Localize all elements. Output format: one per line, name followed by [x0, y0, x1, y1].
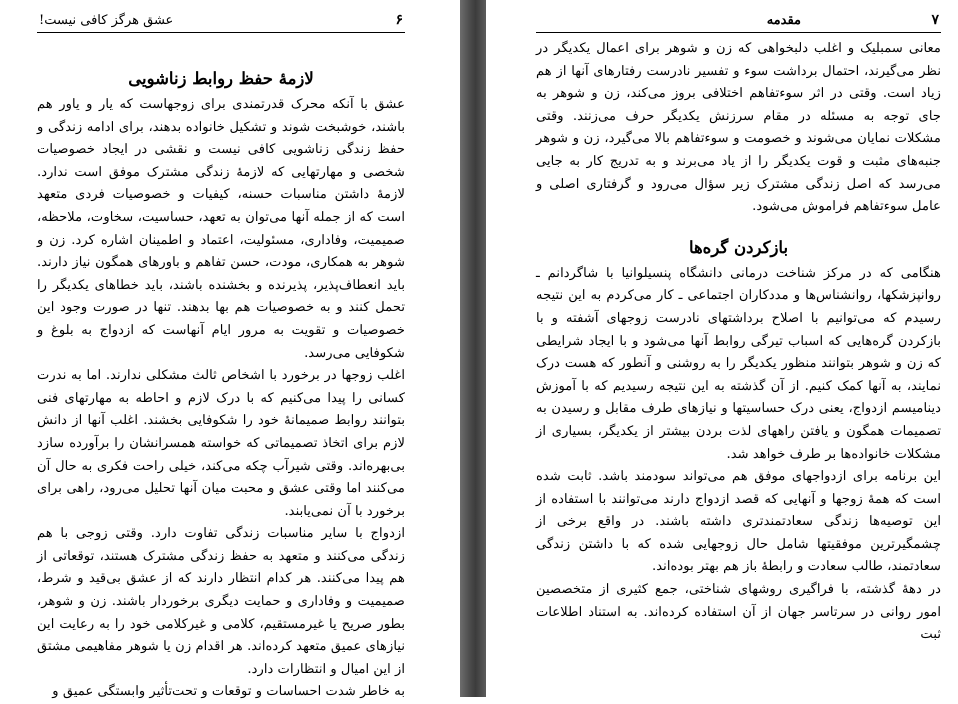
right-page: [487, 0, 958, 697]
left-running-title: عشق هرگز کافی نیست!: [39, 13, 174, 28]
left-page-body: [37, 94, 405, 704]
right-running-title: مقدمه: [766, 13, 801, 28]
right-paragraph-2: این برنامه برای ازدواجهای موفق هم می‌تواند سودمند باشد. ثابت شده است که همهٔ زوجها و آنهایی که قصد ازدواج دارند می‌توانند با استفاده از این توصیه‌ها زندگی سعادتمندتری داشته باشند. در واقع برخی از چشمگیرترین موفقیتها شامل حال زوجهایی شده که با داشتن زندگی سعادتمند، طالب سعادت و رابطهٔ باز هم بهتر بوده‌اند.: [536, 469, 941, 575]
left-paragraph-4: به خاطر شدت احساسات و توقعات و تحت‌تأثیر وابستگی عمیق و: [52, 684, 405, 700]
right-page-number: ۷: [931, 12, 939, 28]
right-page-body: [536, 38, 941, 647]
left-page-number: ۶: [395, 12, 403, 28]
left-page-header: [37, 12, 405, 33]
right-paragraph-3: در دههٔ گذشته، با فراگیری روشهای شناختی، جمع کثیری از متخصصین امور روانی در سرتاسر جهان از آن استفاده کرده‌اند. به استناد اطلاعات ثبت: [536, 582, 941, 643]
right-section-heading: بازکردن گره‌ها: [688, 237, 789, 257]
right-paragraph-1: هنگامی که در مرکز شناخت درمانی دانشگاه پنسیلوانیا با شاگردانم ـ روانپزشکها، روانشناس‌ها و مددکاران اجتماعی ـ کار می‌کردم به این نتیجه رسیدم که می‌توانیم با اصلاح برداشتهای نادرست زوجهای آشفته و با بازکردن گره‌هایی که اسباب تیرگی روابط آنها می‌شود و با ایجاد شرایطی که زن و شوهر بتوانند منظور یکدیگر را به روشنی و آنطور که هست درک نمایند، به آنها کمک کنیم. از آن گذشته به این نتیجه رسیدیم که با آموزش دینامیسم ازدواج، یعنی درک حساسیتها و نیازهای طرف مقابل و رسیدن به تصمیمات همگون و یافتن راههای لذت بردن بیشتر از یکدیگر، بسیاری از مشکلات خانواده‌ها بر طرف خواهد شد.: [536, 265, 941, 462]
left-section-heading: لازمهٔ حفظ روابط زناشویی: [128, 69, 314, 88]
left-page: [0, 0, 458, 700]
right-page-header: [536, 12, 941, 33]
book-spine-divider: [460, 0, 486, 697]
right-paragraph-top: معانی سمبلیک و اغلب دلبخواهی که زن و شوهر برای اعمال یکدیگر در نظر می‌گیرند، احتمال برداشت سوء و تفسیر نادرست رفتارهای آنها از هم زیاد است. وقتی در اثر سوءتفاهم اختلافی بروز می‌کند، زن و شوهر به جای توجه به مسئله در مقام سرزنش یکدیگر حرف می‌زنند. وقتی مشکلات نمایان می‌شوند و خصومت و سوءتفاهم بالا می‌گیرد، زن و شوهر جنبه‌های مثبت و قوت یکدیگر را از یاد می‌برند و به تدریج کار به جایی می‌رسد که اصل زندگی مشترک زیر سؤال می‌رود و گرفتاری اصلی و عامل سوءتفاهم فراموش می‌شود.: [536, 41, 941, 215]
left-paragraph-1: عشق با آنکه محرک قدرتمندی برای زوجهاست که یار و یاور هم باشند، خوشبخت شوند و تشکیل خانواده بدهند، برای ادامه زندگی و حفظ زندگی زناشویی کافی نیست و نقشی در ایجاد خصوصیات شخصی و مهارتهایی که لازمهٔ زندگی مشترک موفق است ندارد. لازمهٔ داشتن مناسبات حسنه، کیفیات و خصوصیات فردی متعهد است که از جمله آنها می‌توان به تعهد، حساسیت، سخاوت، ملاحظه، صمیمیت، وفاداری، مسئولیت، اعتماد و اطمینان اشاره کرد. زن و شوهر به همکاری، مودت، حسن تفاهم و باورهای همگون نیاز دارند. باید انعطاف‌پذیر، پذیرنده و بخشنده باشند، باید خطاهای یکدیگر را تحمل کنند و به خصوصیات هم بها بدهند. تنها در صورت وجود این خصوصیات و تقویت به مرور ایام آنهاست که ازدواج به بلوغ و شکوفایی می‌رسد.: [37, 97, 405, 361]
left-paragraph-2: اغلب زوجها در برخورد با اشخاص ثالث مشکلی ندارند. اما به ندرت کسانی را پیدا می‌کنیم که با درک لازم و احاطه به مهارتهای فنی بتوانند روابط صمیمانهٔ خود را شکوفایی بخشند. اغلب آنها از دانش لازم برای اتخاذ تصمیماتی که خواسته همسرانشان را برآورده سازد بی‌بهره‌اند. وقتی شیرآب چکه می‌کند، خیلی راحت فکری به حال آن می‌کنند اما وقتی عشق و محبت میان آنها تحلیل می‌رود، راهی برای برخورد با آن نمی‌یابند.: [37, 368, 405, 519]
left-paragraph-3: ازدواج با سایر مناسبات زندگی تفاوت دارد. وقتی زوجی با هم زندگی می‌کنند و متعهد به حفظ زندگی مشترک هستند، توقعاتی از هم پیدا می‌کنند. هر کدام انتظار دارند که از عشق بی‌قید و شرط، صمیمیت و وفاداری و حمایت دیگری برخوردار باشند. زن و شوهر، بطور صریح یا غیرمستقیم، کلامی و غیرکلامی خود را به رعایت این نیازهای عمیق متعهد کرده‌اند. هر اقدام زن یا شوهر مفاهیمی مشتق از این امیال و انتظارات دارد.: [37, 526, 405, 677]
